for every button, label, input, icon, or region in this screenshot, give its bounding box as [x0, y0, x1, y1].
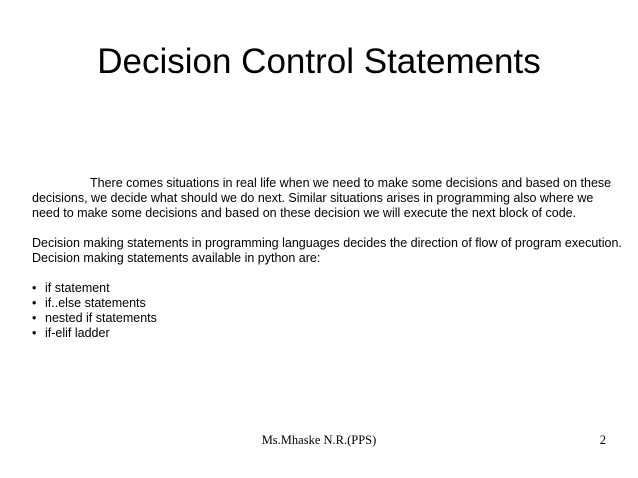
list-item-label: if statement [45, 281, 110, 295]
list-item-label: nested if statements [45, 311, 157, 325]
decision-paragraph-line-1: Decision making statements in programming languages decides the direction of flow of program execution. [32, 236, 622, 250]
footer-author: Ms.Mhaske N.R.(PPS) [261, 433, 377, 447]
bullet-icon: • [32, 311, 37, 325]
slide-title: Decision Control Statements [97, 42, 541, 81]
page-number: 2 [599, 433, 606, 447]
intro-paragraph [32, 176, 622, 221]
paragraph-spacer [32, 266, 622, 281]
list-item-if-statement [32, 281, 622, 296]
bullet-icon: • [32, 326, 37, 340]
list-item-if-elif-ladder [32, 326, 622, 341]
list-item-label: if-elif ladder [45, 326, 110, 340]
list-item-nested-if-statements [32, 311, 622, 326]
statement-list [32, 281, 622, 341]
intro-text: There comes situations in real life when we need to make some decisions and based on these decisions, we decide what should we do next. Similar situations arises in programming also where we need to make some decisions and based on these decision we will execute the next block of code. [32, 176, 612, 220]
list-item-label: if..else statements [45, 296, 146, 310]
decision-paragraph-line-2: Decision making statements available in python are: [32, 251, 321, 265]
bullet-icon: • [32, 281, 37, 295]
slide-body [32, 176, 622, 341]
list-item-if-else-statements [32, 296, 622, 311]
paragraph-spacer [32, 221, 622, 236]
bullet-icon: • [32, 296, 37, 310]
